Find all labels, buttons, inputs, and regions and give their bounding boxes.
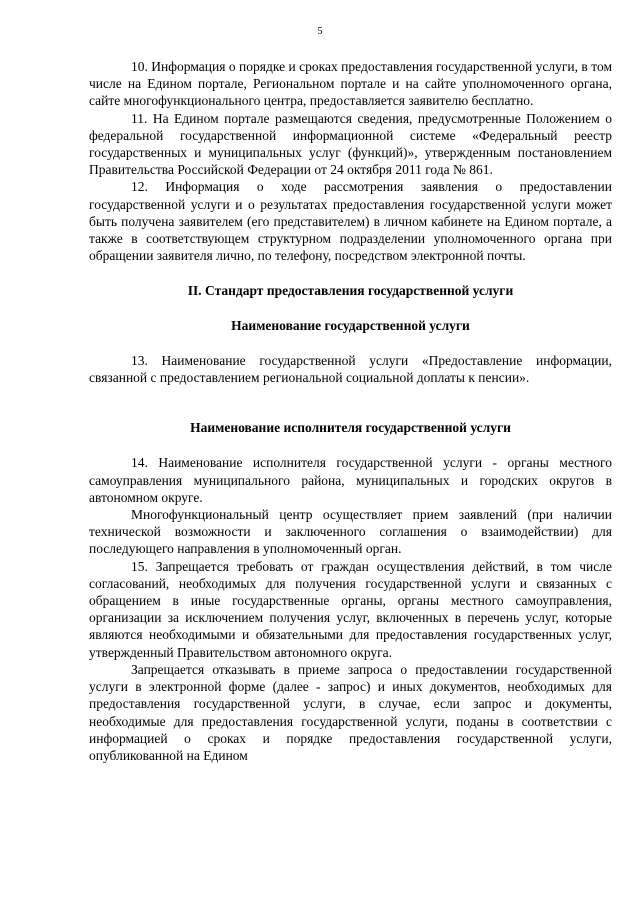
paragraph-14: 14. Наименование исполнителя государственной услуги - органы местного самоуправления муниципального района, муниципальных и городских округов в автономном округе. [89,455,612,505]
paragraph-11: 11. На Едином портале размещаются сведения, предусмотренные Положением о федеральной государственной информационной системе «Федеральный реестр государственных и муниципальных услуг (функций)», утвержденным постановлением Правительства Российской Федерации от 24 октября 2011 года № 861. [89,110,612,178]
subheading-service-name: Наименование государственной услуги [231,317,470,333]
paragraph-refusal: Запрещается отказывать в приеме запроса о предоставлении государственной услуги в электронной форме (далее - запрос) и иных документов, необходимых для предоставления государственной услуги, в случае, если запрос и документы, необходимые для предоставления государственной услуги, поданы в соответствии с информацией о сроках и порядке предоставления государственной услуги, опубликованной на Едином [89,661,612,763]
paragraph-10: 10. Информация о порядке и сроках предоставления государственной услуги, в том числе на Едином портале, Региональном портале и на сайте уполномоченного органа, сайте многофункционального центра, предоставляется заявителю бесплатно. [89,59,612,109]
paragraph-15: 15. Запрещается требовать от граждан осуществления действий, в том числе согласований, необходимых для получения государственной услуги и связанных с обращением в иные государственные органы, органы местного самоуправления, организации за исключением получения услуг, включенных в перечень услуг, которые являются необходимыми и обязательными для предоставления государственных услуг, утвержденный Правительством автономного округа. [89,558,612,660]
page-number: 5 [317,26,323,37]
paragraph-12: 12. Информация о ходе рассмотрения заявления о предоставлении государственной услуги и о результатах предоставления государственной услуги может быть получена заявителем (его представителем) в личном кабинете на Едином портале, а также в соответствующем структурном подразделении уполномоченного органа при обращении заявителя лично, по телефону, посредством электронной почты. [89,179,612,264]
subheading-service-executor: Наименование исполнителя государственной услуги [190,420,511,436]
paragraph-mfc: Многофункциональный центр осуществляет прием заявлений (при наличии технической возможности и заключенного соглашения о взаимодействии) для последующего направления в уполномоченный орган. [89,507,612,557]
paragraph-13: 13. Наименование государственной услуги «Предоставление информации, связанной с предоставлением региональной социальной доплаты к пенсии». [89,352,612,386]
document-body [89,58,612,764]
section-title: II. Стандарт предоставления государственной услуги [187,283,514,299]
